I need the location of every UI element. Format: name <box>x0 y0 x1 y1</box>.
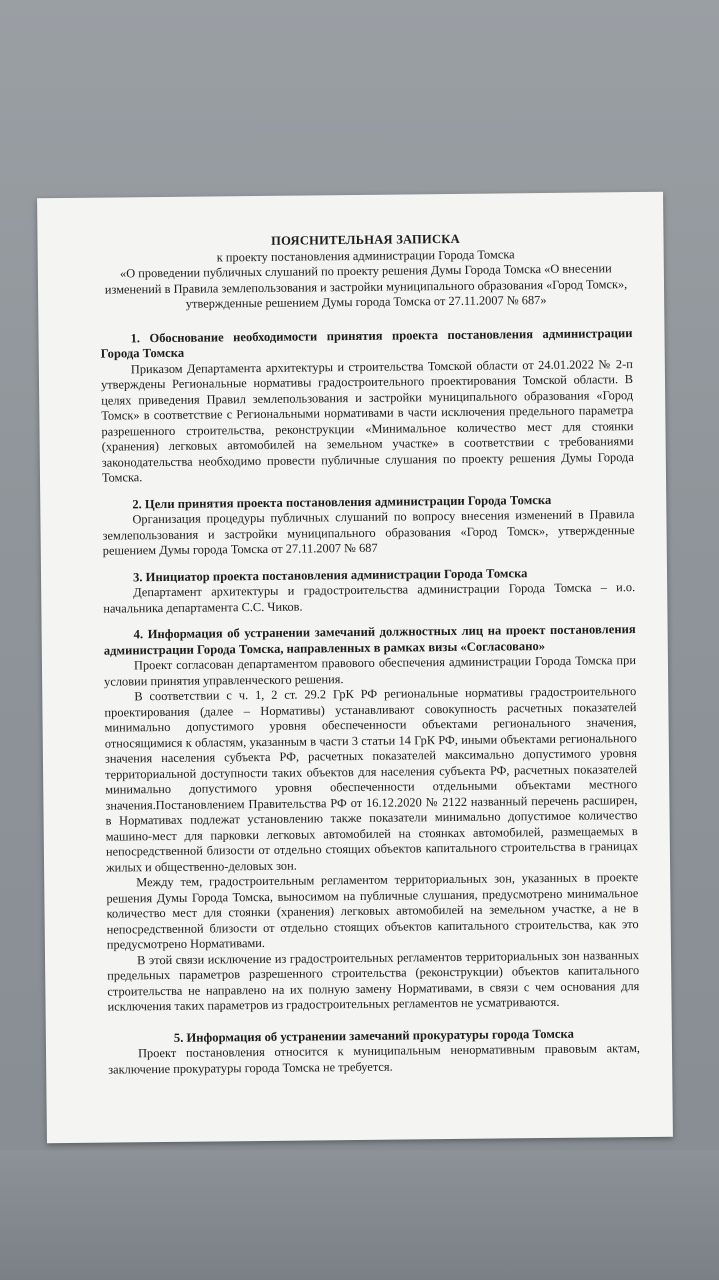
section-title: 3. Инициатор проекта постановления администрации Города Томска <box>132 565 528 584</box>
document-page <box>37 192 673 1144</box>
section-2 <box>102 492 635 560</box>
paragraph: Организация процедуры публичных слушаний по вопросу внесения изменений в Правила землепользования и застройки муниципального образования «Город Томск», утвержденные решением Думы города Томска от 27.11.2007 № 687 <box>102 507 635 558</box>
paragraph: В соответствии с ч. 1, 2 ст. 29.2 ГрК РФ региональные нормативы градостроительного проектирования (далее – Нормативы) устанавливают совокупность расчетных показателей минимально допустимого уровня обеспеченности объектами регионального значения, относящимися к областям, указанным в части 3 статьи 14 ГрК РФ, иными объектами регионального значения населения субъекта РФ, расчетных показателей максимально допустимого уровня территориальной доступности таких объектов для населения субъекта РФ, расчетных показателей минимально допустимого уровня обеспеченности отдельными объектами местного значения.Постановлением Правительства РФ от 16.12.2020 № 2122 названный перечень расширен, в Нормативах подлежат установлению также показатели минимально допустимое количество машино-мест для парковки легковых автомобилей на стоянках автомобилей, размещаемых в непосредственной близости от отдельно стоящих объектов капитального строительства в границах жилых и общественно-деловых зон. <box>104 684 638 875</box>
paragraph: Проект постановления относится к муниципальным ненормативным правовым актам, заключение прокуратуры города Томска не требуется. <box>108 1041 641 1077</box>
section-4 <box>104 622 640 1015</box>
section-3 <box>103 565 635 617</box>
section-1 <box>100 326 634 487</box>
paragraph: В этой связи исключение из градостроительных регламентов территориальных зон названных предельных параметров разрешенного строительства (реконструкции) объектов капитального строительства не направлено на их полную замену Нормативами, в связи с чем основания для исключения таких параметров из градостроительных регламентов не усматриваются. <box>107 947 640 1014</box>
paragraph: Между тем, градостроительным регламентом территориальных зон, указанных в проекте решения Думы Города Томска, выносимом на публичные слушания, предусмотрено минимальное количество мест для стоянки (хранения) легковых автомобилей на земельном участке, а не в непосредственной близости от отдельно стоящих объектов капитального строительства, как это предусмотрено Нормативами. <box>106 870 639 952</box>
document-header <box>99 230 632 313</box>
document-title: ПОЯСНИТЕЛЬНАЯ ЗАПИСКА <box>271 231 460 248</box>
section-5 <box>108 1026 640 1078</box>
document-subtitle: к проекту постановления администрации Города Томска <box>216 246 515 264</box>
desk-surface <box>0 1150 719 1280</box>
paragraph: Департамент архитектуры и градостроительства администрации Города Томска – и.о. начальника департамента С.С. Чиков. <box>103 580 636 616</box>
paragraph: Приказом Департамента архитектуры и строительства Томской области от 24.01.2022 № 2-п утверждены Региональные нормативы градостроительного проектирования Томской области. В целях приведения Правил землепользования и застройки муниципального образования «Город Томск» в соответствие с Региональными нормативами в части исключения предельного параметра разрешенного строительства, реконструкции «Минимальное количество мест для стоянки (хранения) легковых автомобилей на земельном участке» в соответствии с требованиями законодательства необходимо провести публичные слушания по проекту решения Думы Города Томска. <box>100 356 634 485</box>
section-title: 2. Цели принятия проекта постановления администрации Города Томска <box>132 492 552 511</box>
section-title: 1. Обоснование необходимости принятия проекта постановления администрации Города Томска <box>100 325 633 361</box>
document-subject: «О проведении публичных слушаний по проекту решения Думы Города Томска «О внесении изменений в Правила землепользования и застройки муниципального образования «Город Томск», утвержденные решением Думы города Томска от 27.11.2007 № 687» <box>104 261 628 311</box>
section-title: 5. Информация об устранении замечаний прокуратуры города Томска <box>173 1026 574 1045</box>
paragraph: Проект согласован департаментом правового обеспечения администрации Города Томска при условии принятия управленческого решения. <box>104 653 637 689</box>
section-title: 4. Информация об устранении замечаний должностных лиц на проект постановления администрации Города Томска, направленных в рамках визы «Согласовано» <box>103 622 636 658</box>
